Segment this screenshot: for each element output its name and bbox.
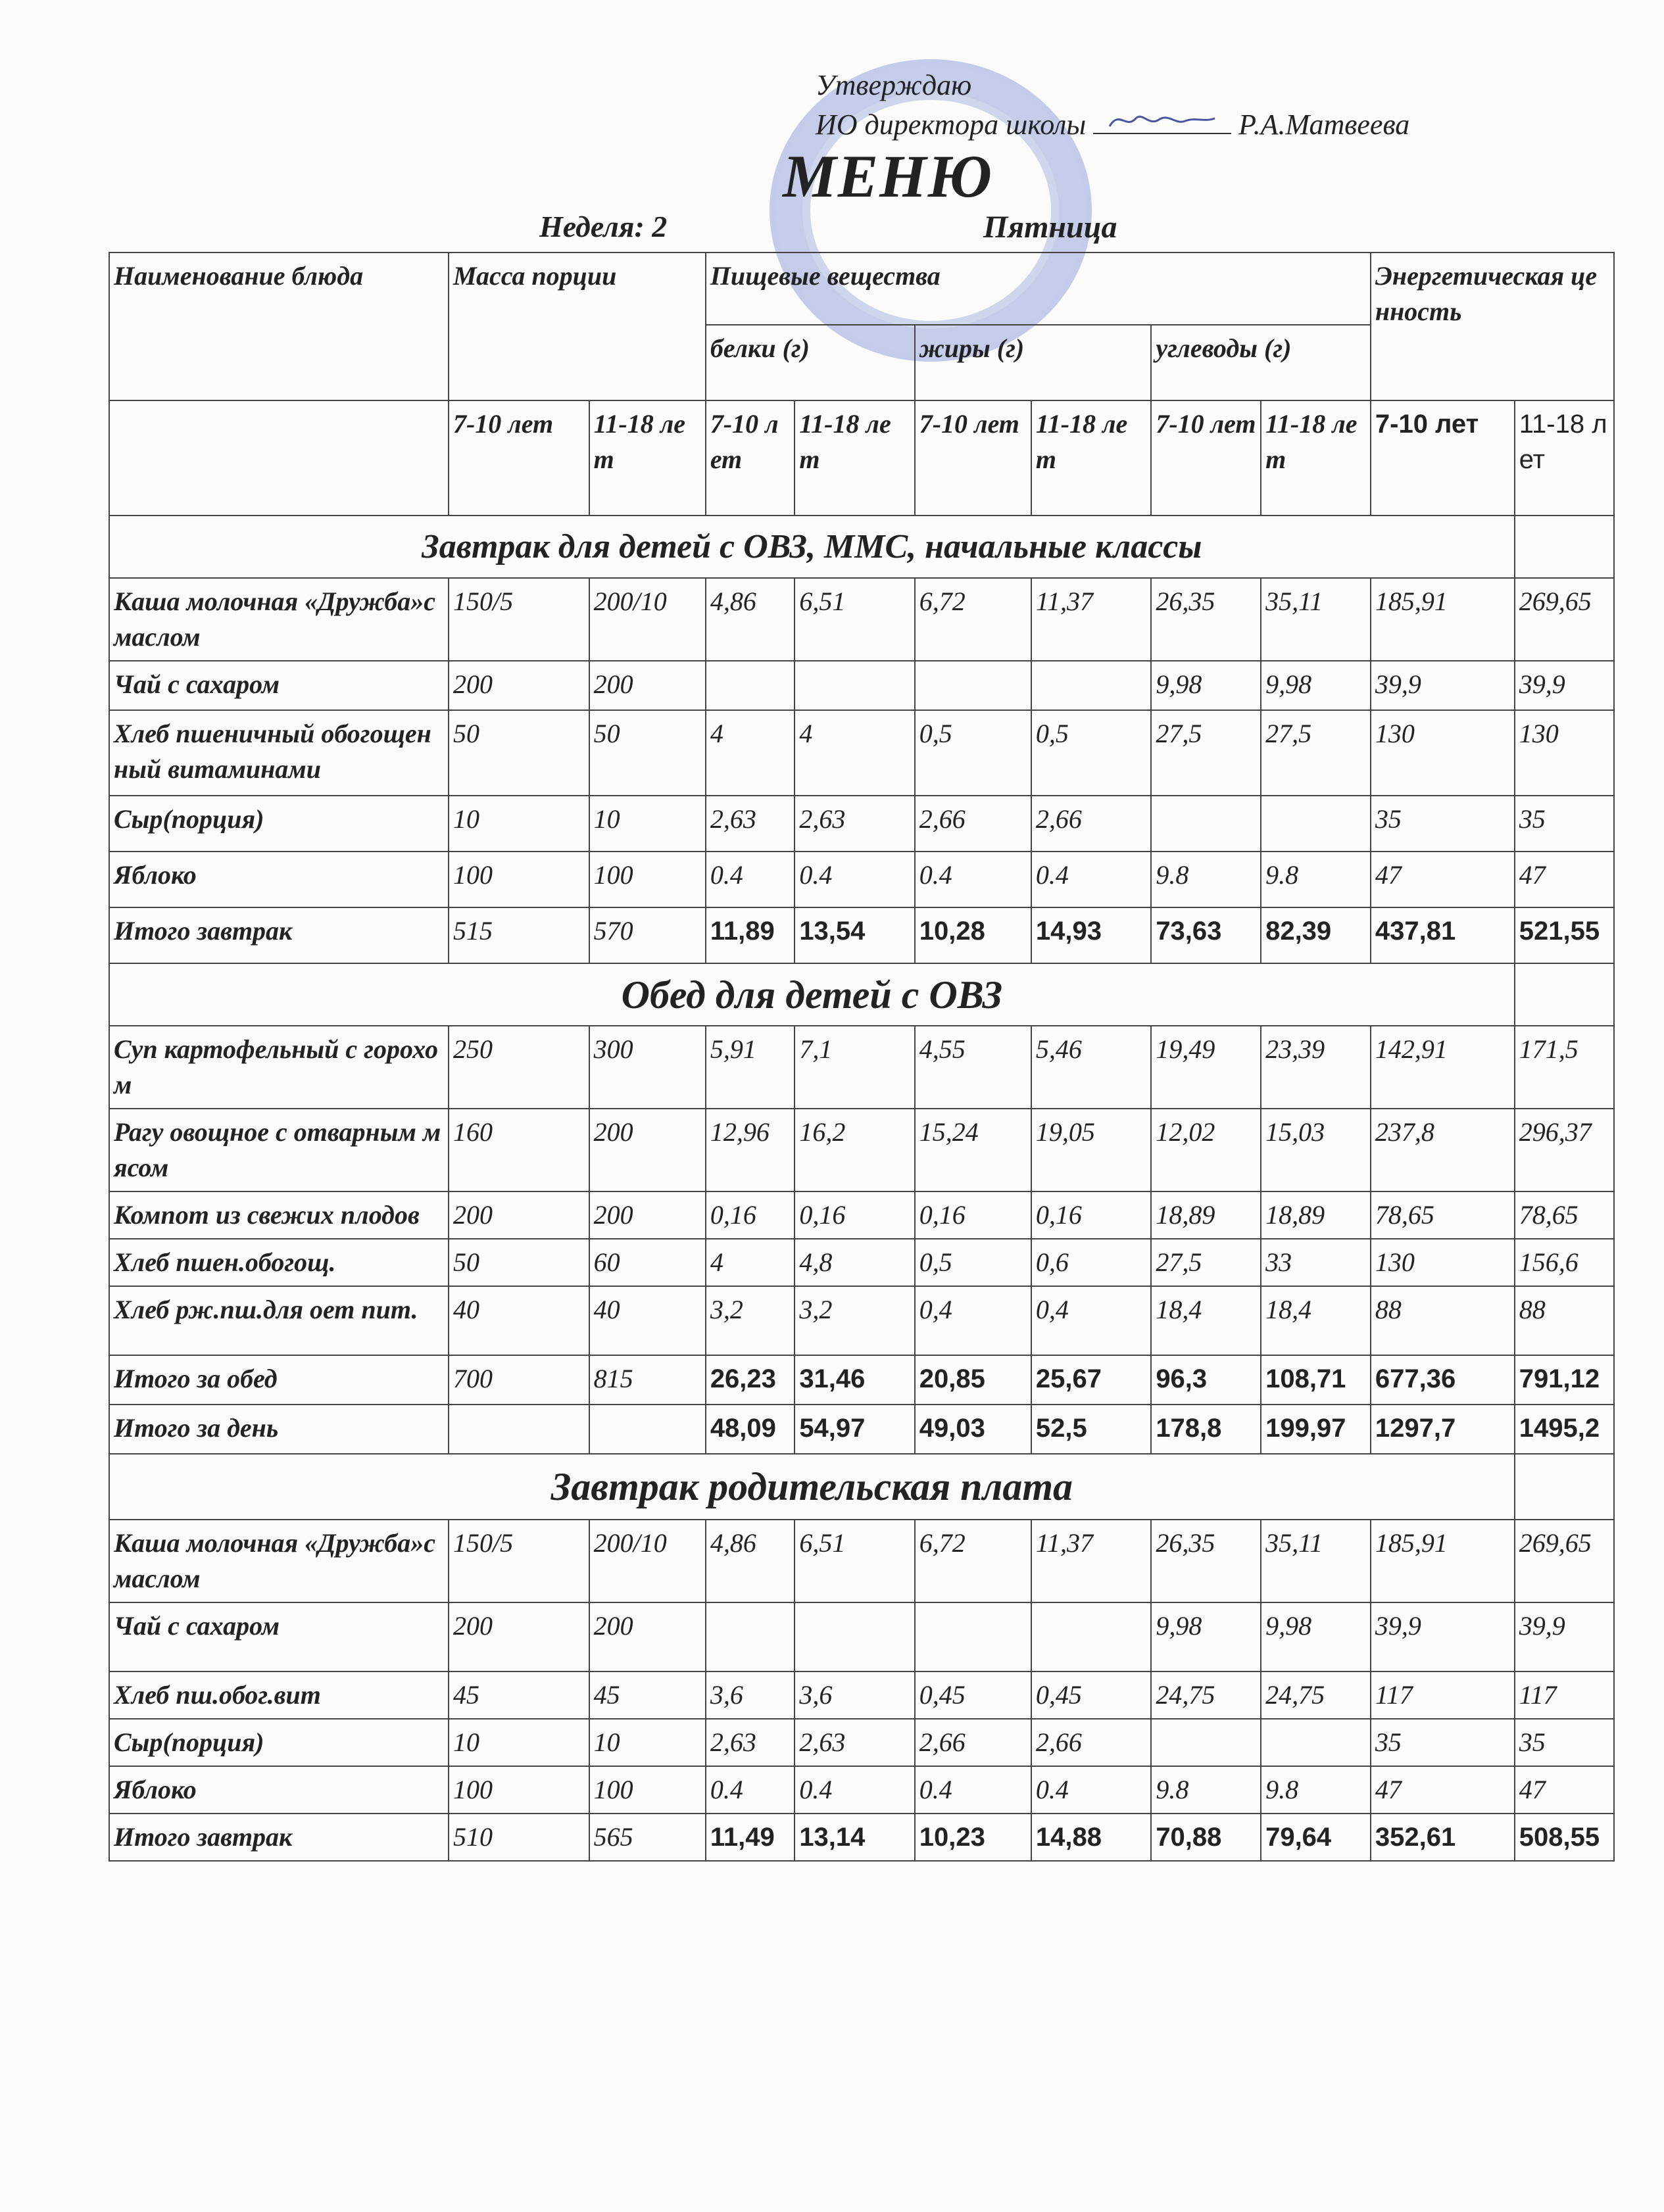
header-fats: жиры (г) (915, 325, 1152, 400)
value-cell: 10 (589, 1719, 706, 1766)
value-cell: 2,63 (706, 796, 795, 852)
age-cell: 7-10 лет (915, 400, 1031, 516)
value-cell: 14,93 (1031, 907, 1151, 963)
value-cell: 200 (589, 661, 706, 710)
value-cell: 31,46 (795, 1355, 914, 1405)
value-cell: 11,49 (706, 1814, 795, 1861)
dish-row (109, 578, 1614, 661)
value-cell: 815 (589, 1355, 706, 1405)
value-cell: 269,65 (1515, 578, 1614, 661)
value-cell: 130 (1515, 710, 1614, 796)
value-cell: 185,91 (1371, 1520, 1515, 1602)
value-cell: 26,35 (1151, 578, 1261, 661)
dish-row (109, 1602, 1614, 1671)
value-cell: 35 (1371, 1719, 1515, 1766)
value-cell: 0,5 (915, 710, 1031, 796)
value-cell: 48,09 (706, 1405, 795, 1454)
dish-name: Итого завтрак (109, 1814, 449, 1861)
value-cell: 10 (589, 796, 706, 852)
value-cell: 18,4 (1261, 1286, 1371, 1355)
value-cell (1031, 661, 1151, 710)
header-ages-row (109, 400, 1614, 516)
value-cell: 26,23 (706, 1355, 795, 1405)
value-cell: 117 (1515, 1671, 1614, 1719)
value-cell: 9.8 (1261, 852, 1371, 907)
value-cell: 7,1 (795, 1026, 914, 1109)
value-cell: 39,9 (1371, 1602, 1515, 1671)
value-cell: 2,66 (915, 1719, 1031, 1766)
value-cell: 2,66 (915, 796, 1031, 852)
approval-line1: Утверждаю (816, 69, 972, 101)
total-row (109, 1355, 1614, 1405)
value-cell: 1495,2 (1515, 1405, 1614, 1454)
value-cell: 23,39 (1261, 1026, 1371, 1109)
dish-name: Чай с сахаром (109, 1602, 449, 1671)
value-cell: 78,65 (1515, 1191, 1614, 1239)
dish-name: Хлеб пшеничный обогощенный витаминами (109, 710, 449, 796)
value-cell: 200/10 (589, 1520, 706, 1602)
approval-line2 (816, 105, 1409, 145)
value-cell: 18,89 (1261, 1191, 1371, 1239)
value-cell: 45 (449, 1671, 589, 1719)
value-cell: 515 (449, 907, 589, 963)
value-cell: 35 (1371, 796, 1515, 852)
value-cell: 4 (706, 710, 795, 796)
value-cell: 6,51 (795, 578, 914, 661)
age-cell: 11-18 лет (1515, 400, 1614, 516)
section-title: Завтрак родительская плата (109, 1454, 1515, 1520)
value-cell: 178,8 (1151, 1405, 1261, 1454)
value-cell: 150/5 (449, 578, 589, 661)
week-label: Неделя: 2 (539, 210, 668, 243)
value-cell: 200 (589, 1191, 706, 1239)
dish-name: Сыр(порция) (109, 1719, 449, 1766)
value-cell: 0.4 (795, 852, 914, 907)
value-cell: 1297,7 (1371, 1405, 1515, 1454)
dish-row (109, 1766, 1614, 1814)
value-cell: 10,23 (915, 1814, 1031, 1861)
value-cell: 39,9 (1371, 661, 1515, 710)
value-cell: 0,4 (915, 1286, 1031, 1355)
value-cell: 117 (1371, 1671, 1515, 1719)
dish-name: Каша молочная «Дружба»с маслом (109, 1520, 449, 1602)
value-cell: 9.8 (1151, 1766, 1261, 1814)
dish-row (109, 1520, 1614, 1602)
header-dish: Наименование блюда (109, 252, 449, 400)
header-nutrients: Пищевые вещества (706, 252, 1371, 325)
dish-name: Итого завтрак (109, 907, 449, 963)
value-cell: 237,8 (1371, 1109, 1515, 1191)
value-cell: 0.4 (915, 1766, 1031, 1814)
value-cell: 142,91 (1371, 1026, 1515, 1109)
value-cell: 9,98 (1151, 1602, 1261, 1671)
value-cell: 50 (449, 1239, 589, 1286)
value-cell (1031, 1602, 1151, 1671)
dish-row (109, 1026, 1614, 1109)
value-cell: 0,16 (915, 1191, 1031, 1239)
value-cell: 40 (589, 1286, 706, 1355)
value-cell: 6,51 (795, 1520, 914, 1602)
dish-name: Хлеб рж.пш.для оет пит. (109, 1286, 449, 1355)
value-cell: 47 (1515, 852, 1614, 907)
value-cell (1151, 796, 1261, 852)
section-empty-cell (1515, 516, 1614, 578)
value-cell: 47 (1515, 1766, 1614, 1814)
dish-row (109, 1109, 1614, 1191)
value-cell: 100 (449, 852, 589, 907)
value-cell: 10 (449, 796, 589, 852)
value-cell: 0.4 (1031, 1766, 1151, 1814)
approval-position: ИО директора школы (816, 108, 1087, 141)
value-cell: 26,35 (1151, 1520, 1261, 1602)
value-cell: 60 (589, 1239, 706, 1286)
dish-row (109, 852, 1614, 907)
dish-name: Итого за день (109, 1405, 449, 1454)
value-cell: 35,11 (1261, 1520, 1371, 1602)
dish-row (109, 1719, 1614, 1766)
value-cell: 19,05 (1031, 1109, 1151, 1191)
value-cell: 2,63 (795, 1719, 914, 1766)
value-cell: 35 (1515, 1719, 1614, 1766)
value-cell (915, 1602, 1031, 1671)
value-cell: 15,24 (915, 1109, 1031, 1191)
value-cell: 35 (1515, 796, 1614, 852)
age-cell: 11-18 лет (795, 400, 914, 516)
value-cell (589, 1405, 706, 1454)
value-cell: 24,75 (1151, 1671, 1261, 1719)
dish-row (109, 1671, 1614, 1719)
value-cell: 160 (449, 1109, 589, 1191)
value-cell: 0,16 (1031, 1191, 1151, 1239)
value-cell: 82,39 (1261, 907, 1371, 963)
value-cell: 9,98 (1261, 1602, 1371, 1671)
value-cell: 18,4 (1151, 1286, 1261, 1355)
value-cell: 27,5 (1151, 710, 1261, 796)
value-cell: 6,72 (915, 578, 1031, 661)
value-cell: 9,98 (1261, 661, 1371, 710)
value-cell: 40 (449, 1286, 589, 1355)
value-cell: 54,97 (795, 1405, 914, 1454)
value-cell: 3,6 (795, 1671, 914, 1719)
value-cell: 11,37 (1031, 578, 1151, 661)
value-cell: 18,89 (1151, 1191, 1261, 1239)
age-cell: 11-18 лет (1031, 400, 1151, 516)
header-row-1 (109, 252, 1614, 325)
value-cell: 35,11 (1261, 578, 1371, 661)
value-cell: 16,2 (795, 1109, 914, 1191)
day-label: Пятница (983, 210, 1117, 245)
age-cell: 11-18 лет (1261, 400, 1371, 516)
value-cell: 0,5 (1031, 710, 1151, 796)
value-cell: 100 (589, 852, 706, 907)
dish-name: Компот из свежих плодов (109, 1191, 449, 1239)
value-cell: 9,98 (1151, 661, 1261, 710)
value-cell: 50 (449, 710, 589, 796)
value-cell: 11,37 (1031, 1520, 1151, 1602)
value-cell: 14,88 (1031, 1814, 1151, 1861)
age-cell: 7-10 лет (1371, 400, 1515, 516)
value-cell: 570 (589, 907, 706, 963)
value-cell: 269,65 (1515, 1520, 1614, 1602)
value-cell: 3,6 (706, 1671, 795, 1719)
dish-row (109, 661, 1614, 710)
signature-line (1093, 110, 1231, 134)
value-cell: 88 (1371, 1286, 1515, 1355)
value-cell: 0.4 (706, 852, 795, 907)
section-header-row (109, 516, 1614, 578)
value-cell: 19,49 (1151, 1026, 1261, 1109)
value-cell: 0.4 (706, 1766, 795, 1814)
value-cell: 0,16 (706, 1191, 795, 1239)
dish-name: Каша молочная «Дружба»с маслом (109, 578, 449, 661)
value-cell (915, 661, 1031, 710)
value-cell: 4,8 (795, 1239, 914, 1286)
dish-name: Хлеб пшен.обогощ. (109, 1239, 449, 1286)
value-cell: 200 (449, 1602, 589, 1671)
value-cell: 200 (449, 661, 589, 710)
value-cell: 79,64 (1261, 1814, 1371, 1861)
value-cell: 24,75 (1261, 1671, 1371, 1719)
dish-name: Рагу овощное с отварным мясом (109, 1109, 449, 1191)
section-empty-cell (1515, 963, 1614, 1026)
value-cell: 199,97 (1261, 1405, 1371, 1454)
value-cell: 2,66 (1031, 796, 1151, 852)
menu-table (109, 252, 1615, 1862)
dish-row (109, 1286, 1614, 1355)
dish-name: Чай с сахаром (109, 661, 449, 710)
total-row (109, 1405, 1614, 1454)
value-cell: 130 (1371, 710, 1515, 796)
value-cell: 50 (589, 710, 706, 796)
value-cell: 10,28 (915, 907, 1031, 963)
value-cell: 296,37 (1515, 1109, 1614, 1191)
value-cell (706, 1602, 795, 1671)
value-cell: 88 (1515, 1286, 1614, 1355)
signature-mark (1106, 107, 1218, 133)
section-header-row (109, 963, 1614, 1026)
value-cell: 78,65 (1371, 1191, 1515, 1239)
value-cell: 70,88 (1151, 1814, 1261, 1861)
value-cell: 3,2 (795, 1286, 914, 1355)
value-cell: 0,45 (1031, 1671, 1151, 1719)
age-cell: 7-10 лет (449, 400, 589, 516)
value-cell: 4,55 (915, 1026, 1031, 1109)
value-cell: 52,5 (1031, 1405, 1151, 1454)
dish-name: Суп картофельный с горохом (109, 1026, 449, 1109)
value-cell: 2,63 (706, 1719, 795, 1766)
dish-name: Яблоко (109, 1766, 449, 1814)
value-cell: 4 (706, 1239, 795, 1286)
value-cell (1261, 1719, 1371, 1766)
value-cell: 39,9 (1515, 1602, 1614, 1671)
value-cell: 100 (589, 1766, 706, 1814)
value-cell: 47 (1371, 1766, 1515, 1814)
dish-name: Сыр(порция) (109, 796, 449, 852)
value-cell (795, 1602, 914, 1671)
value-cell (795, 661, 914, 710)
value-cell: 156,6 (1515, 1239, 1614, 1286)
dish-row (109, 1191, 1614, 1239)
dish-row (109, 796, 1614, 852)
value-cell: 2,66 (1031, 1719, 1151, 1766)
header-energy: Энергетическая ценность (1371, 252, 1614, 400)
value-cell: 12,96 (706, 1109, 795, 1191)
value-cell: 9.8 (1151, 852, 1261, 907)
value-cell: 27,5 (1151, 1239, 1261, 1286)
value-cell: 171,5 (1515, 1026, 1614, 1109)
value-cell: 0,6 (1031, 1239, 1151, 1286)
value-cell: 6,72 (915, 1520, 1031, 1602)
value-cell: 130 (1371, 1239, 1515, 1286)
value-cell: 565 (589, 1814, 706, 1861)
value-cell (1151, 1719, 1261, 1766)
value-cell: 0.4 (915, 852, 1031, 907)
value-cell: 39,9 (1515, 661, 1614, 710)
header-portion: Масса порции (449, 252, 706, 400)
value-cell: 4,86 (706, 1520, 795, 1602)
section-title: Обед для детей с ОВЗ (109, 963, 1515, 1026)
total-row (109, 907, 1614, 963)
value-cell: 11,89 (706, 907, 795, 963)
value-cell: 15,03 (1261, 1109, 1371, 1191)
value-cell: 0,5 (915, 1239, 1031, 1286)
value-cell: 521,55 (1515, 907, 1614, 963)
value-cell: 13,14 (795, 1814, 914, 1861)
value-cell: 677,36 (1371, 1355, 1515, 1405)
value-cell: 250 (449, 1026, 589, 1109)
dish-name: Итого за обед (109, 1355, 449, 1405)
total-row (109, 1814, 1614, 1861)
value-cell: 3,2 (706, 1286, 795, 1355)
dish-name: Яблоко (109, 852, 449, 907)
value-cell: 49,03 (915, 1405, 1031, 1454)
value-cell: 5,91 (706, 1026, 795, 1109)
header-proteins: белки (г) (706, 325, 915, 400)
age-cell: 7-10 лет (706, 400, 795, 516)
header-carbs: углеводы (г) (1151, 325, 1371, 400)
value-cell: 200 (589, 1602, 706, 1671)
value-cell: 508,55 (1515, 1814, 1614, 1861)
value-cell: 9.8 (1261, 1766, 1371, 1814)
value-cell: 510 (449, 1814, 589, 1861)
value-cell: 45 (589, 1671, 706, 1719)
value-cell: 27,5 (1261, 710, 1371, 796)
value-cell (1261, 796, 1371, 852)
value-cell: 73,63 (1151, 907, 1261, 963)
value-cell: 700 (449, 1355, 589, 1405)
value-cell: 352,61 (1371, 1814, 1515, 1861)
value-cell: 5,46 (1031, 1026, 1151, 1109)
value-cell: 437,81 (1371, 907, 1515, 963)
dish-row (109, 710, 1614, 796)
approval-block (816, 66, 1409, 145)
value-cell: 4 (795, 710, 914, 796)
dish-row (109, 1239, 1614, 1286)
value-cell: 0,4 (1031, 1286, 1151, 1355)
value-cell (449, 1405, 589, 1454)
value-cell: 25,67 (1031, 1355, 1151, 1405)
value-cell: 96,3 (1151, 1355, 1261, 1405)
value-cell: 200 (589, 1109, 706, 1191)
value-cell: 0.4 (1031, 852, 1151, 907)
header-empty-cell (109, 400, 449, 516)
value-cell: 200/10 (589, 578, 706, 661)
dish-name: Хлеб пш.обог.вит (109, 1671, 449, 1719)
value-cell: 20,85 (915, 1355, 1031, 1405)
value-cell: 150/5 (449, 1520, 589, 1602)
value-cell: 108,71 (1261, 1355, 1371, 1405)
value-cell: 0,45 (915, 1671, 1031, 1719)
value-cell (706, 661, 795, 710)
age-cell: 7-10 лет (1151, 400, 1261, 516)
value-cell: 33 (1261, 1239, 1371, 1286)
section-empty-cell (1515, 1454, 1614, 1520)
value-cell: 791,12 (1515, 1355, 1614, 1405)
value-cell: 185,91 (1371, 578, 1515, 661)
value-cell: 200 (449, 1191, 589, 1239)
value-cell: 47 (1371, 852, 1515, 907)
value-cell: 10 (449, 1719, 589, 1766)
approval-signer: Р.А.Матвеева (1238, 108, 1410, 141)
value-cell: 12,02 (1151, 1109, 1261, 1191)
value-cell: 2,63 (795, 796, 914, 852)
page-title: МЕНЮ (783, 143, 993, 210)
age-cell: 11-18 лет (589, 400, 706, 516)
value-cell: 4,86 (706, 578, 795, 661)
value-cell: 300 (589, 1026, 706, 1109)
section-title: Завтрак для детей с ОВЗ, ММС, начальные классы (109, 516, 1515, 578)
value-cell: 100 (449, 1766, 589, 1814)
section-header-row (109, 1454, 1614, 1520)
value-cell: 0,16 (795, 1191, 914, 1239)
value-cell: 0.4 (795, 1766, 914, 1814)
value-cell: 13,54 (795, 907, 914, 963)
